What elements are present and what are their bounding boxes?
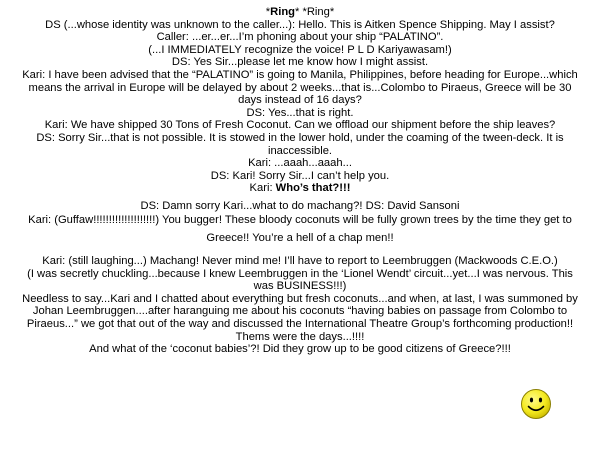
dialogue-line	[0, 182, 600, 195]
dialogue-line: Kari: (Guffaw!!!!!!!!!!!!!!!!!!!!) You bugger! These bloody coconuts will be fully grown trees by the time they get to	[28, 213, 572, 226]
narration-line: was BUSINESS!!!)	[253, 280, 347, 293]
dialogue-line: DS: Sorry Sir...that is not possible. It is stowed in the lower hold, under the coaming of the tween-deck. It is	[36, 131, 564, 144]
dialogue-line: DS (...whose identity was unknown to the caller...): Hello. This is Aitken Spence Shipping. May I assist?	[45, 18, 555, 31]
dialogue-line: Kari: ...aaah...aaah...	[248, 157, 352, 170]
spacer	[0, 244, 600, 255]
dialogue-line: Kari: (still laughing...) Machang! Never mind me! I’ll have to report to Leembruggen (Mackwoods C.E.O.)	[42, 255, 558, 268]
dialogue-line: days instead of 16 days?	[238, 94, 362, 107]
ring-line	[0, 6, 600, 19]
narration-line: (I was secretly chuckling...because I knew Leembruggen in the ‘Lionel Wendt’ circuit...yet...I was nervous. This	[27, 267, 573, 280]
dialogue-line: Kari: We have shipped 30 Tons of Fresh Coconut. Can we offload our shipment before the ship leaves?	[44, 119, 556, 132]
dialogue-line: inaccessible.	[267, 144, 333, 157]
ring-bold: Ring	[270, 6, 296, 18]
narration-line: (...I IMMEDIATELY recognize the voice! P L D Kariyawasam!)	[148, 43, 452, 56]
dialogue-line: DS: Yes Sir...please let me know how I might assist.	[171, 56, 429, 69]
kari-prefix: Kari:	[249, 182, 276, 195]
slide-text	[0, 6, 600, 356]
narration-line: And what of the ‘coconut babies’?! Did they grow up to be good citizens of Greece?!!!	[89, 343, 511, 356]
dialogue-line: means the arrival in Europe will be delayed by about 2 weeks...that is...Colombo to Piraeus, Greece will be 30	[28, 81, 572, 94]
narration-line: Needless to say...Kari and I chatted about everything but fresh coconuts...and when, at last, I was summoned by	[22, 292, 578, 305]
dialogue-line: Caller: ...er...er...I’m phoning about your ship “PALATINO”.	[156, 31, 444, 44]
dialogue-line: Greece!! You’re a hell of a chap men!!	[206, 231, 394, 244]
narration-line: Johan Leembruggen....after haranguing me about his coconuts “having babies on passage from Colombo to	[32, 305, 568, 318]
narration-line: Piraeus...” we got that out of the way and discussed the International Theatre Group’s forthcoming production!!	[26, 318, 574, 331]
dialogue-line: DS: Damn sorry Kari...what to do machang?! DS: David Sansoni	[140, 199, 460, 212]
narration-line: Thems were the days...!!!!	[235, 330, 365, 343]
dialogue-line: DS: Kari! Sorry Sir...I can’t help you.	[210, 169, 390, 182]
ring-suffix: * *Ring*	[295, 6, 335, 18]
whos-that-bold: Who’s that?!!!	[275, 182, 351, 195]
dialogue-line: DS: Yes...that is right.	[246, 106, 354, 119]
dialogue-line: Kari: I have been advised that the “PALATINO” is going to Manila, Philippines, before heading for Europe...which	[22, 68, 578, 81]
ring-prefix: *	[265, 6, 271, 18]
smiley-face-icon	[520, 388, 552, 420]
